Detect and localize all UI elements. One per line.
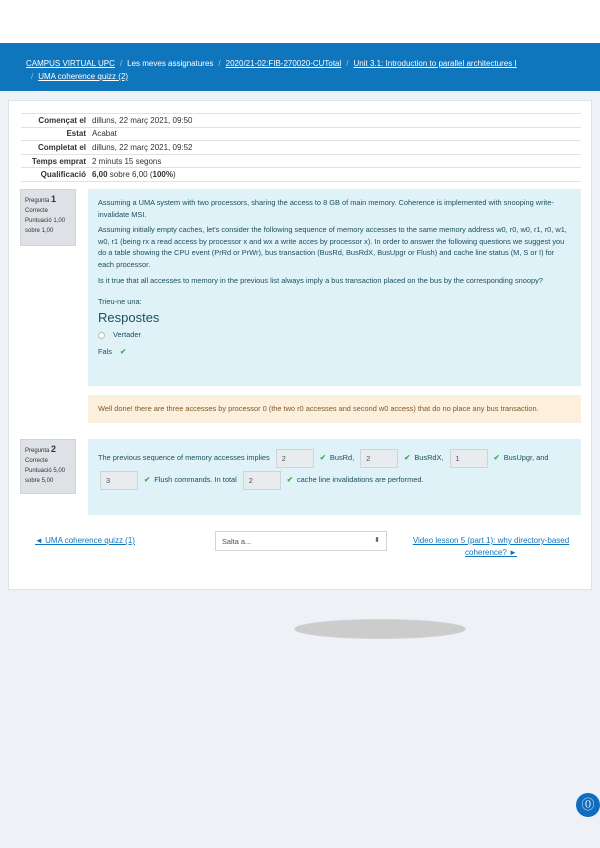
select-arrows-icon: ⬍: [374, 537, 380, 544]
breadcrumb-unit[interactable]: Unit 3.1: Introduction to parallel architectures I: [353, 59, 517, 68]
grade-label: Qualificació: [21, 168, 89, 182]
question-1-content: Assuming a UMA system with two processors, sharing the access to 8 GB of main memory. Coherence is implemented with snooping write-invalidate MSI. Assuming initially empty caches, let's consider the following sequence of memory accesses to the same memory address w0, r0, w0, r1, r0, w1, w0, r1 (being rx a read access by processor x and wx a write acces by processor x). In order to answer the following questions we suggest you do a table showing the CPU event (PrRd or PrWr), bus transaction (BusRd, BusRdX, BusUpgr or Flush) and cache line status (M, S or I) for each processor. Is it true that all accesses to memory in the previous list always imply a bus transaction placed on the bus by the corresponding snoopy? Trieu-ne una: Respostes Vertader Fals ✔: [88, 189, 581, 386]
breadcrumb-course[interactable]: 2020/21-02:FIB-270020-CUTotal: [225, 59, 342, 68]
q1-state: Correcte: [25, 208, 49, 214]
check-icon: ✔: [404, 453, 411, 463]
option-fals[interactable]: Fals ✔: [98, 346, 571, 358]
completed-label: Completat el: [21, 141, 89, 155]
option-vertader[interactable]: Vertader: [98, 329, 571, 341]
check-icon: ✔: [319, 453, 326, 463]
answers-heading: Respostes: [98, 309, 160, 325]
q2-score: Puntuació 5,00 sobre 5,00: [25, 468, 66, 484]
started-label: Començat el: [21, 114, 89, 128]
check-icon: ✔: [493, 453, 500, 463]
answer-busrdx[interactable]: 2: [360, 449, 398, 468]
answer-busrd[interactable]: 2: [276, 449, 314, 468]
breadcrumb: CAMPUS VIRTUAL UPC / Les meves assignatures / 2020/21-02:FIB-270020-CUTotal / Unit 3.1: Introduction to parallel architectures I / UMA coherence quizz (2): [0, 43, 600, 91]
next-activity-link[interactable]: Video lesson 5 (part 1): why directory-based coherence? ►: [412, 536, 570, 557]
started-value: dilluns, 22 març 2021, 09:50: [89, 114, 581, 128]
check-icon: ✔: [286, 475, 293, 485]
top-bar: [0, 0, 600, 43]
breadcrumb-campus[interactable]: CAMPUS VIRTUAL UPC: [26, 59, 115, 68]
radio-fals[interactable]: [294, 619, 466, 639]
state-value: Acabat: [89, 127, 581, 141]
quiz-review-card: [8, 100, 592, 590]
answer-busupgr[interactable]: 1: [450, 449, 488, 468]
time-value: 2 minuts 15 segons: [89, 154, 581, 168]
q1-score: Puntuació 1,00 sobre 1,00: [25, 218, 66, 234]
feedback: Well done! there are three accesses by processor 0 (the two r0 accesses and second w0 access) that do no place any bus transaction.: [88, 395, 581, 423]
check-icon: ✔: [144, 475, 151, 485]
question-2-content: The previous sequence of memory accesses implies 2 ✔ BusRd, 2 ✔ BusRdX, 1 ✔ BusUpgr, and 3 ✔ Flush commands. In total 2 ✔ cache line invalidations are performed.: [88, 439, 581, 515]
breadcrumb-courses: Les meves assignatures: [127, 59, 214, 68]
breadcrumb-quiz[interactable]: UMA coherence quizz (2): [38, 72, 129, 81]
question-2-info: Pregunta 2 Correcte Puntuació 5,00 sobre 5,00: [20, 439, 76, 494]
answer-invalidations[interactable]: 2: [243, 471, 281, 490]
prev-activity-link[interactable]: ◄ UMA coherence quizz (1): [35, 536, 135, 545]
help-button[interactable]: [576, 793, 600, 817]
answer-flush[interactable]: 3: [100, 471, 138, 490]
attempt-summary: [21, 113, 581, 182]
question-1-info: Pregunta 1 Correcte Puntuació 1,00 sobre 1,00: [20, 189, 76, 246]
help-icon: ⓪: [581, 797, 595, 812]
jump-to-select[interactable]: Salta a... ⬍: [215, 531, 387, 551]
q2-state: Correcte: [25, 458, 49, 464]
radio-vertader[interactable]: [98, 332, 105, 339]
check-icon: ✔: [119, 346, 127, 356]
time-label: Temps emprat: [21, 154, 89, 168]
grade-value: 6,00 sobre 6,00 (100%): [89, 168, 581, 182]
state-label: Estat: [21, 127, 89, 141]
completed-value: dilluns, 22 març 2021, 09:52: [89, 141, 581, 155]
